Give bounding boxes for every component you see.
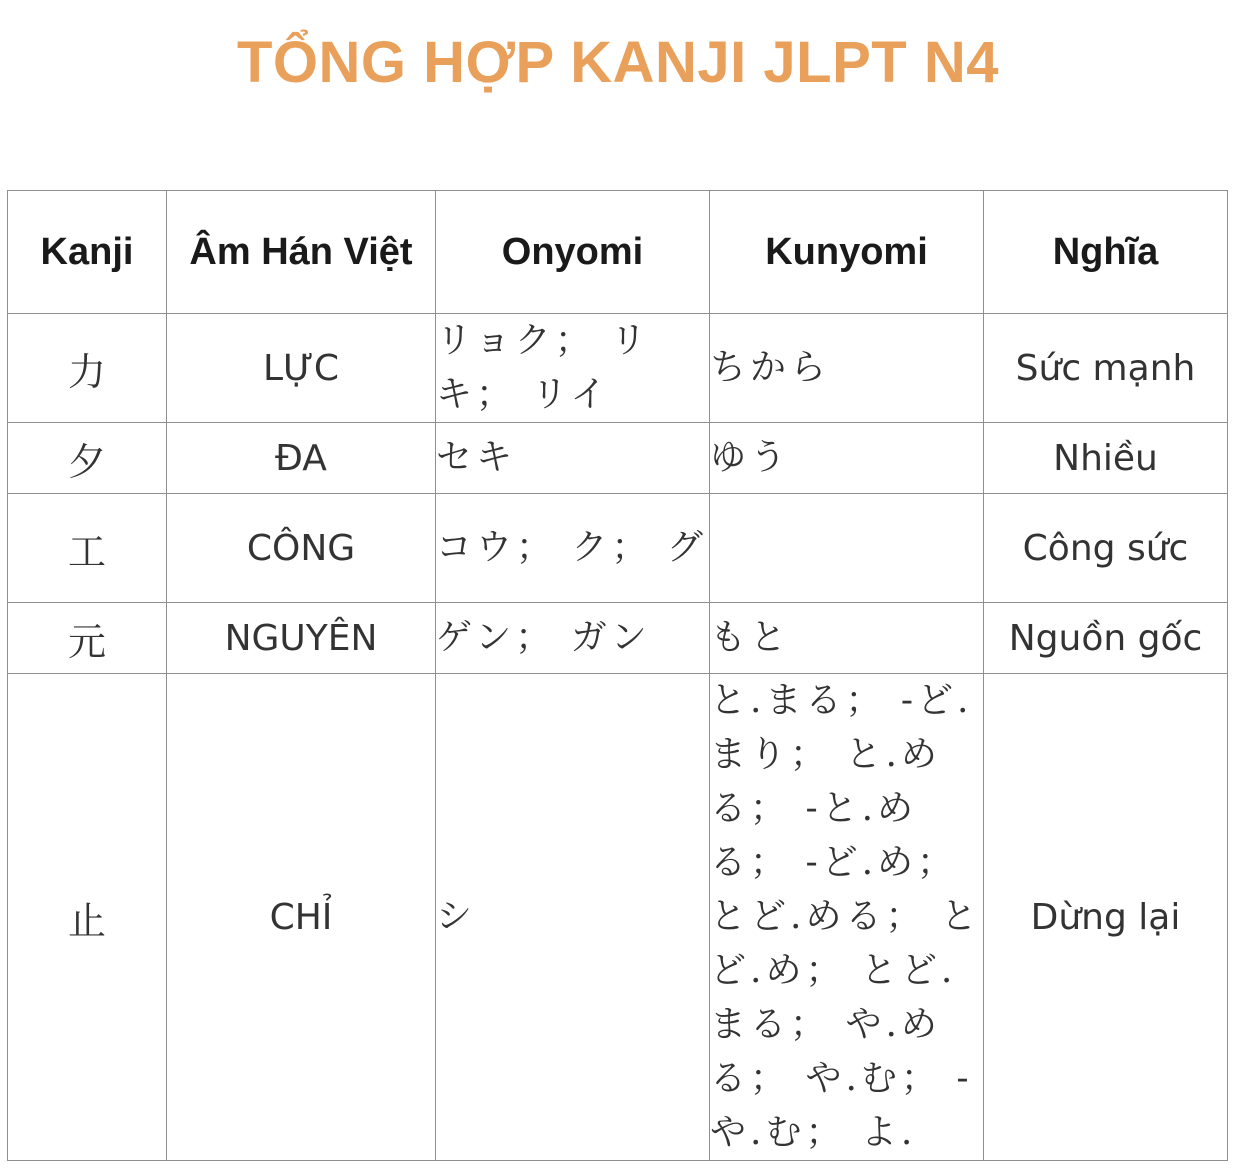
table-row bbox=[8, 314, 1228, 423]
kanji-cell: 止 bbox=[8, 674, 167, 1161]
meaning-cell: Công sức bbox=[984, 494, 1228, 603]
table-row bbox=[8, 674, 1228, 1161]
onyomi-cell: ゲン； ガン bbox=[436, 603, 710, 674]
table-row bbox=[8, 423, 1228, 494]
meaning-cell: Nguồn gốc bbox=[984, 603, 1228, 674]
han-viet-cell: ĐA bbox=[167, 423, 436, 494]
meaning-cell: Nhiều bbox=[984, 423, 1228, 494]
han-viet-cell: CÔNG bbox=[167, 494, 436, 603]
kanji-cell: 力 bbox=[8, 314, 167, 423]
page-title: TỔNG HỢP KANJI JLPT N4 bbox=[237, 30, 999, 95]
header-han-viet: Âm Hán Việt bbox=[167, 191, 436, 314]
onyomi-cell: シ bbox=[436, 674, 710, 1161]
kanji-cell: 工 bbox=[8, 494, 167, 603]
header-nghia: Nghĩa bbox=[984, 191, 1228, 314]
onyomi-cell: セキ bbox=[436, 423, 710, 494]
han-viet-cell: NGUYÊN bbox=[167, 603, 436, 674]
kanji-cell: 元 bbox=[8, 603, 167, 674]
table-header-row bbox=[8, 191, 1228, 314]
kunyomi-cell: ゆう bbox=[710, 423, 984, 494]
onyomi-cell: リョク； リキ； リイ bbox=[436, 314, 710, 423]
onyomi-cell: コウ； ク； グ bbox=[436, 494, 710, 603]
kunyomi-cell bbox=[710, 494, 984, 603]
han-viet-cell: CHỈ bbox=[167, 674, 436, 1161]
table-row bbox=[8, 494, 1228, 603]
table-row bbox=[8, 603, 1228, 674]
header-onyomi: Onyomi bbox=[436, 191, 710, 314]
kunyomi-cell: と.まる； -ど.まり； と.める； -と.める； -ど.め； とど.める； とど.め； とど.まる； や.める； や.む； -や.む； よ. bbox=[710, 674, 984, 1161]
han-viet-cell: LỰC bbox=[167, 314, 436, 423]
header-kunyomi: Kunyomi bbox=[710, 191, 984, 314]
meaning-cell: Dừng lại bbox=[984, 674, 1228, 1161]
header-kanji: Kanji bbox=[8, 191, 167, 314]
kunyomi-cell: ちから bbox=[710, 314, 984, 423]
meaning-cell: Sức mạnh bbox=[984, 314, 1228, 423]
kunyomi-cell: もと bbox=[710, 603, 984, 674]
kanji-table bbox=[7, 190, 1228, 1161]
kanji-cell: 夕 bbox=[8, 423, 167, 494]
